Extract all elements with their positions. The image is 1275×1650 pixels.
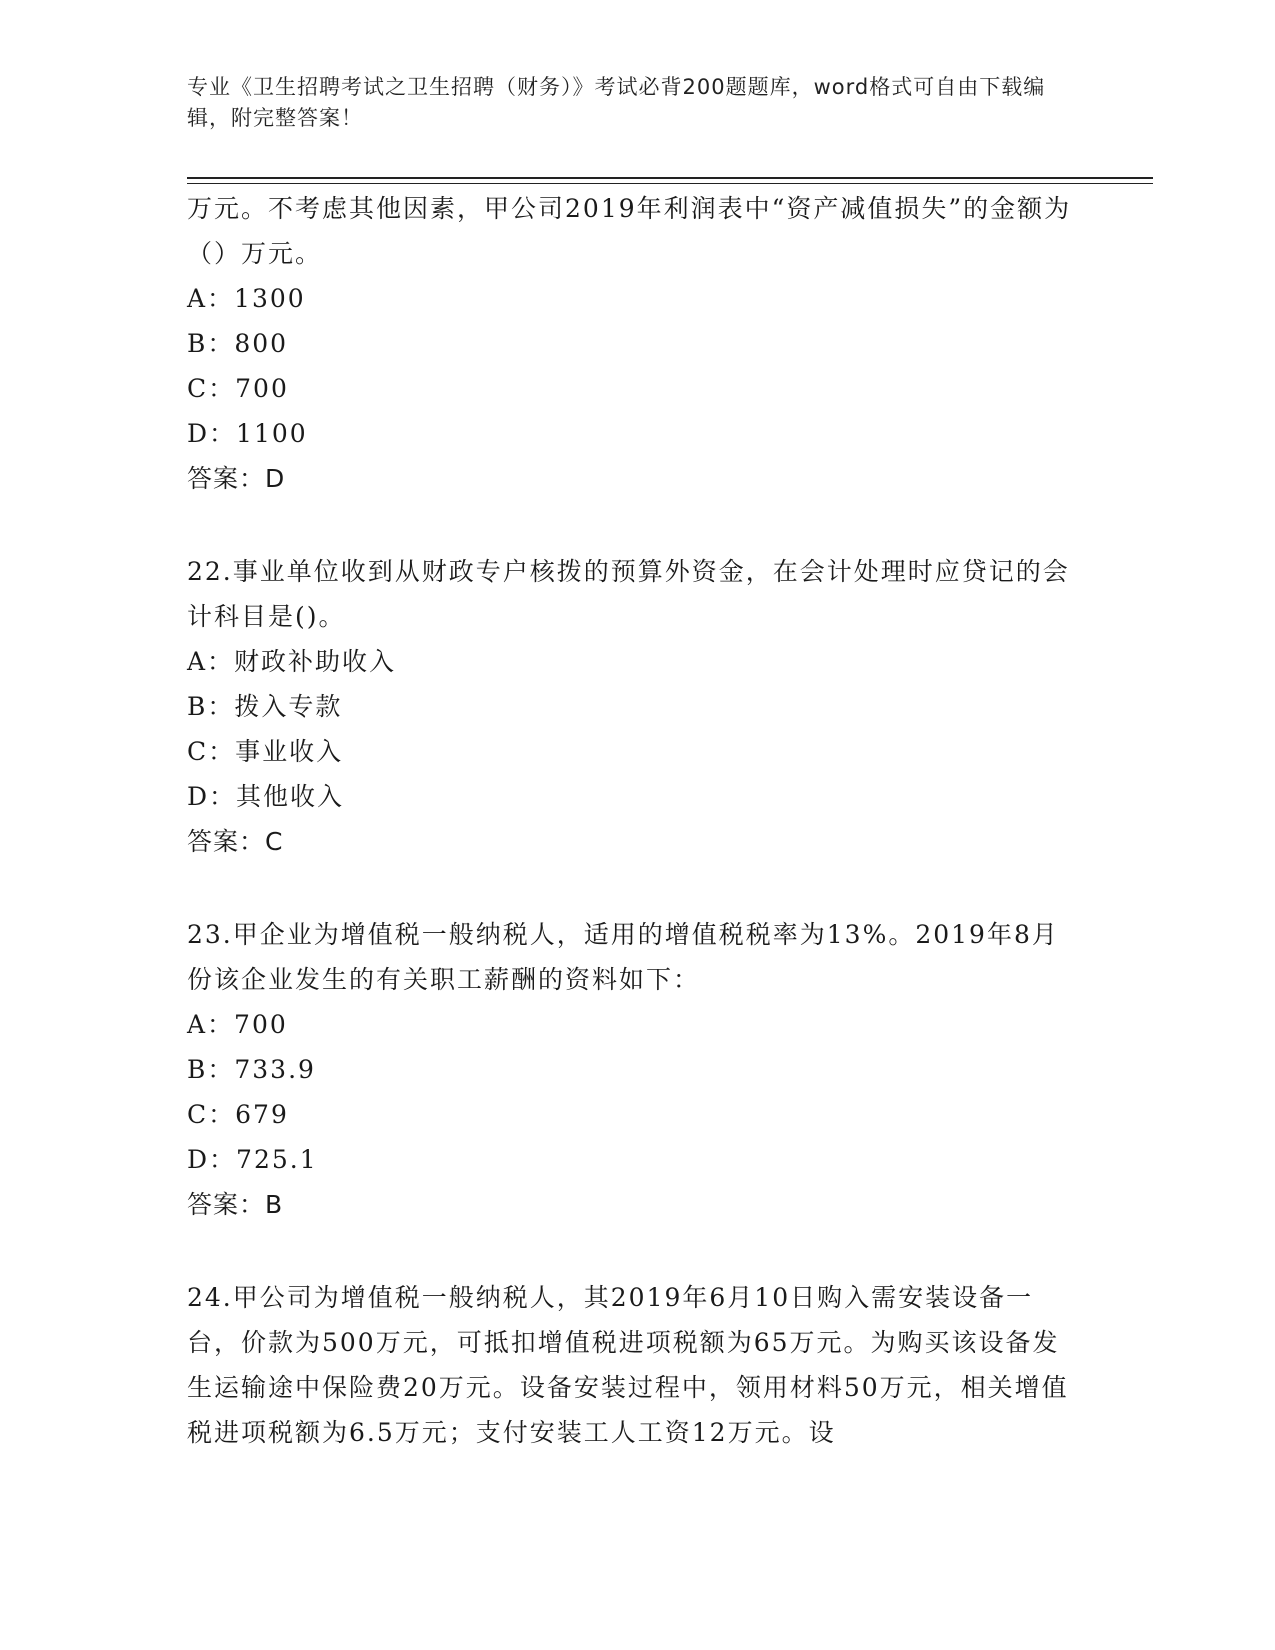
option-c: C：事业收入 xyxy=(187,737,344,766)
option-b: B：拨入专款 xyxy=(187,692,343,721)
option-d: D：1100 xyxy=(187,419,308,448)
question-spacer xyxy=(187,501,1077,549)
header-divider-thick xyxy=(187,177,1153,179)
question-22 xyxy=(187,549,1077,864)
question-text: 22.事业单位收到从财政专户核拨的预算外资金，在会计处理时应贷记的会计科目是()。 xyxy=(187,557,1070,631)
option-d: D：其他收入 xyxy=(187,782,345,811)
option-c: C：700 xyxy=(187,374,289,403)
option-a: A：700 xyxy=(187,1010,288,1039)
question-spacer xyxy=(187,1227,1077,1275)
option-b: B：733.9 xyxy=(187,1055,316,1084)
answer-line: 答案：C xyxy=(187,827,284,856)
question-24 xyxy=(187,1275,1077,1455)
option-d: D：725.1 xyxy=(187,1145,318,1174)
answer-line: 答案：B xyxy=(187,1190,284,1219)
document-header: 专业《卫生招聘考试之卫生招聘（财务）》考试必背200题题库，word格式可自由下载编辑，附完整答案！ xyxy=(187,75,1046,130)
question-spacer xyxy=(187,864,1077,912)
question-21-continuation xyxy=(187,186,1077,501)
question-list xyxy=(187,186,1077,1455)
answer-line: 答案：D xyxy=(187,464,286,493)
option-c: C：679 xyxy=(187,1100,289,1129)
option-a: A：1300 xyxy=(187,284,306,313)
option-b: B：800 xyxy=(187,329,289,358)
option-a: A：财政补助收入 xyxy=(187,647,397,676)
question-text: 23.甲企业为增值税一般纳税人，适用的增值税税率为13%。2019年8月份该企业发生的有关职工薪酬的资料如下： xyxy=(187,920,1059,994)
header-divider-thin xyxy=(187,183,1153,184)
question-23 xyxy=(187,912,1077,1227)
question-text: 24.甲公司为增值税一般纳税人，其2019年6月10日购入需安装设备一台，价款为500万元，可抵扣增值税进项税额为65万元。为购买该设备发生运输途中保险费20万元。设备安装过程中，领用材料50万元，相关增值税进项税额为6.5万元；支付安装工人工资12万元。设 xyxy=(187,1283,1069,1447)
question-text: 万元。不考虑其他因素，甲公司2019年利润表中“资产减值损失”的金额为（）万元。 xyxy=(187,194,1072,268)
